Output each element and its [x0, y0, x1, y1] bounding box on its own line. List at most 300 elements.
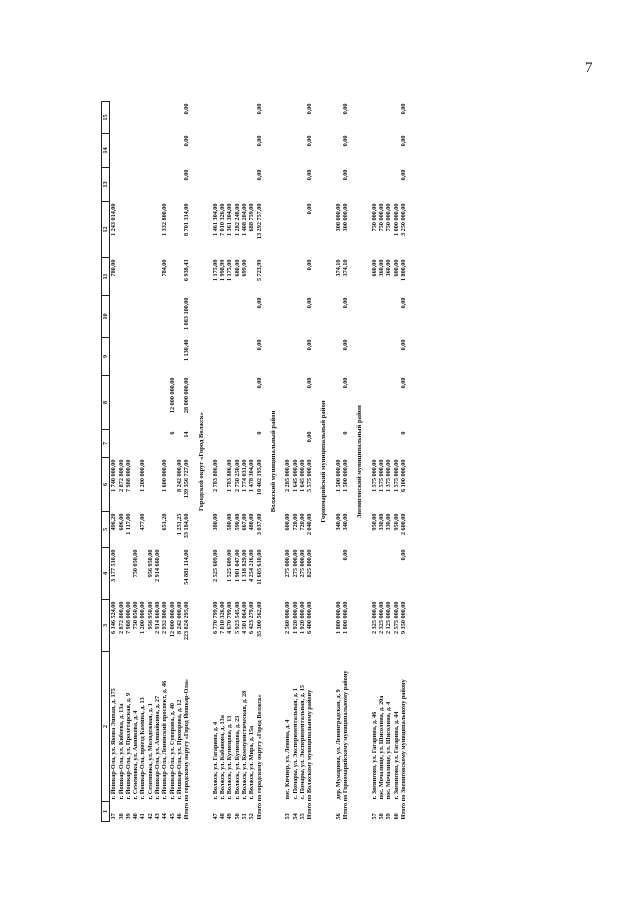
- row-value-c10: [234, 296, 241, 338]
- row-value-c4: [393, 548, 400, 600]
- header-cell: 1: [102, 802, 110, 822]
- row-value-c13: [176, 168, 183, 202]
- row-value-c4: [385, 548, 392, 600]
- header-cell: 13: [102, 168, 110, 202]
- header-cell: 12: [102, 202, 110, 258]
- row-value-c6: 1 783 886,00: [226, 459, 234, 492]
- total-row: [342, 102, 349, 822]
- register-table-sheet: [101, 102, 581, 822]
- header-cell: 2: [102, 652, 110, 802]
- row-value-c9: [176, 338, 183, 376]
- row-address: г. Йошкар-Ола, ул. Якова Эшпая, д. 175: [110, 688, 118, 800]
- row-value-c13: [125, 168, 132, 202]
- row-value-c8: [161, 376, 168, 430]
- row-value-c13: [371, 168, 378, 202]
- row-value-c8: [176, 376, 183, 430]
- row-value-c11: [118, 258, 125, 296]
- row-number: 46: [175, 813, 183, 820]
- row-value-c13: [393, 168, 400, 202]
- row-value-c3: 2 872 800,00: [117, 601, 125, 634]
- table-row: [234, 102, 241, 822]
- row-value-c5: 950,00: [370, 513, 378, 531]
- table-row: [147, 102, 154, 822]
- row-value-c9: [139, 338, 146, 376]
- row-number: 37: [110, 813, 118, 820]
- row-value-c13: [132, 168, 139, 202]
- header-cell: 4: [102, 548, 110, 600]
- table-row: [118, 102, 125, 822]
- row-number: 42: [146, 813, 154, 820]
- row-value-c13: [299, 168, 306, 202]
- header-cell: 3: [102, 600, 110, 652]
- total-row: [306, 102, 313, 822]
- table-row: [161, 102, 168, 822]
- row-address: г. Йошкар-Ола, ул. Суворова, д. 40: [168, 703, 176, 800]
- row-value-c7: [125, 430, 132, 458]
- total-value-c12: 13 292 757,00: [255, 203, 263, 240]
- table-row: [125, 102, 132, 822]
- table-row: [169, 102, 176, 822]
- row-value-c8: [292, 376, 299, 430]
- row-value-c15: [118, 102, 125, 134]
- row-value-c11: [132, 258, 139, 296]
- row-value-c12: 1 461 304,00: [211, 203, 219, 236]
- row-value-c8: [241, 376, 248, 430]
- section-title-row: [313, 102, 334, 822]
- row-value-c6: 1 375 000,00: [385, 459, 393, 492]
- row-value-c10: [132, 296, 139, 338]
- row-value-c7: [241, 430, 248, 458]
- row-value-c13: [241, 168, 248, 202]
- row-value-c11: 1 175,00: [226, 259, 234, 282]
- row-number: 47: [211, 813, 219, 820]
- row-value-c10: [125, 296, 132, 338]
- row-value-c7: [132, 430, 139, 458]
- row-value-c13: [169, 168, 176, 202]
- row-value-c6: 2 783 886,00: [211, 459, 219, 492]
- row-value-c3: 2 325 000,00: [377, 601, 385, 634]
- row-address: г. Звенигово, ул. Гагарина, д. 46: [370, 711, 378, 800]
- total-value-c10: 0,00: [342, 297, 350, 309]
- row-value-c3: 8 242 000,00: [175, 601, 183, 634]
- row-value-c12: 7 010 326,00: [219, 203, 227, 236]
- row-value-c6: 1 600 000,00: [161, 459, 169, 492]
- total-row: [400, 102, 407, 822]
- row-number: 45: [168, 813, 176, 820]
- row-value-c4: 275 000,00: [291, 549, 299, 578]
- row-address: г. Йошкар-Ола, ул. Апшайкина, д. 27: [154, 695, 162, 800]
- total-value-c8: 0,00: [255, 377, 263, 389]
- row-value-c9: [154, 338, 161, 376]
- row-value-c7: [110, 430, 118, 458]
- row-value-c3: 2 914 660,00: [154, 601, 162, 634]
- row-value-c7: [299, 430, 306, 458]
- row-value-c11: 360,00: [377, 259, 385, 277]
- row-value-c11: [248, 258, 255, 296]
- row-value-c11: [125, 258, 132, 296]
- row-value-c10: [299, 296, 306, 338]
- row-value-c13: [385, 168, 392, 202]
- row-value-c8: [234, 376, 241, 430]
- row-number: 56: [334, 813, 342, 820]
- row-value-c7: [219, 430, 226, 458]
- row-value-c3: 750 050,00: [132, 601, 140, 630]
- row-value-c12: [292, 202, 299, 258]
- total-value-c15: 0,00: [342, 103, 350, 115]
- row-number: 57: [370, 813, 378, 820]
- section-title-row: [263, 102, 284, 822]
- row-value-c7: 6: [168, 431, 176, 435]
- row-value-c3: 1 920 000,00: [298, 601, 306, 634]
- total-value-c8: 0,00: [342, 377, 350, 389]
- total-value-c7: 0: [342, 431, 350, 435]
- row-value-c13: [212, 168, 219, 202]
- row-address: г. Волжск, ул. Кабанова, д. 13а: [219, 715, 227, 800]
- header-cell: 11: [102, 258, 110, 296]
- total-value-c9: 0,00: [306, 339, 314, 351]
- total-value-c4: 54 881 114,00: [183, 549, 191, 585]
- row-value-c7: [226, 430, 233, 458]
- row-value-c7: [335, 430, 342, 458]
- row-value-c4: [125, 548, 132, 600]
- row-value-c5: 667,00: [241, 513, 249, 531]
- row-value-c4: [219, 548, 226, 600]
- row-value-c12: [169, 202, 176, 258]
- row-value-c4: 2 525 609,00: [211, 549, 219, 582]
- row-value-c7: [234, 430, 241, 458]
- row-value-c11: 680,00: [233, 259, 241, 277]
- row-value-c6: 7 988 000,00: [124, 459, 132, 492]
- row-value-c14: [226, 134, 233, 168]
- row-value-c13: [226, 168, 233, 202]
- row-value-c6: [169, 458, 176, 512]
- row-value-c9: [226, 338, 233, 376]
- row-value-c6: 1 774 031,00: [241, 459, 249, 492]
- row-address: г. Йошкар-Ола, Ленинский проспект, д. 46: [161, 680, 169, 800]
- row-value-c12: 1 408 204,00: [241, 203, 249, 236]
- total-value-c15: 0,00: [255, 103, 263, 115]
- total-value-c5: 340,00: [342, 513, 350, 531]
- row-address: г. Волжск, ул. Кузнецова, д. 13: [226, 715, 234, 800]
- row-value-c14: [212, 134, 219, 168]
- row-value-c4: 3 177 510,00: [110, 549, 118, 582]
- row-value-c11: 360,00: [385, 259, 393, 277]
- row-value-c10: [284, 296, 291, 338]
- row-number: 39: [124, 813, 132, 820]
- row-value-c8: [371, 376, 378, 430]
- row-value-c14: [176, 134, 183, 168]
- total-value-c11: 0,00: [306, 259, 314, 271]
- section-title: Волжский муниципальный район: [269, 410, 277, 513]
- row-address: г. Йошкар-Ола, ул. Пролетарская, д. 9: [124, 692, 132, 800]
- row-value-c12: 750 000,00: [385, 203, 393, 232]
- row-value-c13: [147, 168, 154, 202]
- row-value-c10: [139, 296, 146, 338]
- row-value-c13: [335, 168, 342, 202]
- row-value-c10: [212, 296, 219, 338]
- row-value-c5: 720,00: [291, 513, 299, 531]
- row-value-c15: [378, 102, 385, 134]
- row-value-c14: [292, 134, 299, 168]
- total-value-c4: 11 605 610,00: [255, 549, 263, 585]
- row-value-c6: 1 645 000,00: [291, 459, 299, 492]
- row-value-c5: 330,00: [377, 513, 385, 531]
- row-address: г. Йошкар-Ола, проезд Камина, д. 13: [139, 697, 147, 800]
- row-value-c11: [299, 258, 306, 296]
- row-value-c15: [385, 102, 392, 134]
- row-value-c11: 784,00: [161, 259, 169, 277]
- total-value-c11: 1 800,00: [399, 259, 407, 282]
- row-value-c5: 380,00: [211, 513, 219, 531]
- total-value-c3: 1 800 000,00: [342, 601, 350, 634]
- row-value-c12: [132, 202, 139, 258]
- total-value-c14: 0,00: [399, 135, 407, 147]
- total-value-c13: 0,00: [306, 169, 314, 181]
- row-value-c9: [284, 338, 291, 376]
- row-value-c7: [176, 430, 183, 458]
- row-value-c6: 1 575 000,00: [392, 459, 400, 492]
- row-value-c3: 1 920 000,00: [291, 601, 299, 634]
- row-number: 60: [392, 813, 400, 820]
- row-value-c12: [154, 202, 161, 258]
- total-label: Итого по Волжскому муниципальному району: [306, 689, 314, 820]
- row-value-c7: [292, 430, 299, 458]
- row-value-c10: [385, 296, 392, 338]
- row-value-c5: [154, 512, 161, 548]
- row-value-c7: [393, 430, 400, 458]
- row-value-c8: [125, 376, 132, 430]
- row-value-c9: [335, 338, 342, 376]
- section-title: Городской округ «Город Волжск»: [197, 412, 205, 511]
- row-value-c3: 7 010 326,00: [219, 601, 227, 634]
- row-value-c10: [292, 296, 299, 338]
- row-value-c14: [118, 134, 125, 168]
- row-value-c8: [248, 376, 255, 430]
- row-value-c9: [378, 338, 385, 376]
- table-row: [226, 102, 233, 822]
- row-value-c7: [154, 430, 161, 458]
- row-value-c4: 1 525 609,00: [226, 549, 234, 582]
- row-number: 54: [291, 813, 299, 820]
- row-value-c11: 1 175,00: [211, 259, 219, 282]
- section-title-row: [191, 102, 212, 822]
- row-value-c14: [219, 134, 226, 168]
- row-value-c6: 1 500 000,00: [334, 459, 342, 492]
- row-value-c12: 750 000,00: [370, 203, 378, 232]
- row-address: г. Семеновка, ул. Анникова, д. 4: [132, 710, 140, 800]
- total-value-c4: 825 000,00: [306, 549, 314, 578]
- row-value-c6: [132, 458, 139, 512]
- row-value-c4: 1 901 047,00: [233, 549, 241, 582]
- row-value-c5: 477,00: [139, 513, 147, 531]
- total-value-c5: 33 184,60: [183, 513, 191, 539]
- total-value-c14: 0,00: [342, 135, 350, 147]
- row-value-c3: 6 423 279,00: [248, 601, 256, 634]
- row-value-c9: [299, 338, 306, 376]
- header-cell: 8: [102, 376, 110, 430]
- total-value-c4: 0,00: [399, 549, 407, 561]
- row-value-c15: [147, 102, 154, 134]
- row-value-c10: [248, 296, 255, 338]
- row-value-c10: [161, 296, 168, 338]
- row-value-c14: [241, 134, 248, 168]
- total-value-c4: 0,00: [342, 549, 350, 561]
- total-value-c6: 1 500 000,00: [342, 459, 350, 492]
- total-value-c12: 300 000,00: [342, 203, 350, 232]
- row-value-c13: [110, 168, 118, 202]
- total-value-c10: 0,00: [255, 297, 263, 309]
- row-address: г. Волжск, ул. Гагарина, д. 4: [211, 721, 219, 800]
- row-value-c4: [371, 548, 378, 600]
- row-value-c9: [125, 338, 132, 376]
- row-value-c12: [299, 202, 306, 258]
- row-value-c14: [125, 134, 132, 168]
- row-value-c10: [226, 296, 233, 338]
- row-value-c6: 8 242 000,00: [175, 459, 183, 492]
- row-value-c7: [118, 430, 125, 458]
- row-value-c5: 720,00: [298, 513, 306, 531]
- table-row: [284, 102, 291, 822]
- row-value-c15: [335, 102, 342, 134]
- row-value-c12: [125, 202, 132, 258]
- row-value-c15: [284, 102, 291, 134]
- row-value-c15: [212, 102, 219, 134]
- row-value-c9: [147, 338, 154, 376]
- total-value-c6: 6 100 000,00: [399, 459, 407, 492]
- row-value-c10: [219, 296, 226, 338]
- row-value-c12: [118, 202, 125, 258]
- row-number: 48: [219, 813, 227, 820]
- row-value-c13: [161, 168, 168, 202]
- total-value-c9: 1 130,40: [183, 339, 191, 362]
- table-row: [212, 102, 219, 822]
- total-label: Итого по городскому округу «Город Йошкар-Ола»: [183, 678, 191, 820]
- total-value-c11: 6 938,43: [183, 259, 191, 282]
- row-value-c14: [161, 134, 168, 168]
- row-value-c9: [118, 338, 125, 376]
- row-number: 52: [248, 813, 256, 820]
- total-value-c13: 0,00: [255, 169, 263, 181]
- row-value-c5: 580,00: [226, 513, 234, 531]
- row-value-c6: 2 750 250,00: [233, 459, 241, 492]
- row-value-c14: [139, 134, 146, 168]
- row-value-c8: [393, 376, 400, 430]
- header-cell: 6: [102, 458, 110, 512]
- row-value-c9: [234, 338, 241, 376]
- row-value-c8: [147, 376, 154, 430]
- total-value-c11: 374,10: [342, 259, 350, 277]
- total-value-c14: 0,00: [183, 135, 191, 147]
- row-value-c13: [219, 168, 226, 202]
- row-value-c11: [284, 258, 291, 296]
- row-address: г. Йошкар-Ола, ул. Прохорова, д. 12: [175, 699, 183, 800]
- table-row: [292, 102, 299, 822]
- header-cell: 10: [102, 296, 110, 338]
- table-row: [154, 102, 161, 822]
- row-value-c3: 1 200 000,00: [139, 601, 147, 634]
- row-value-c8: [132, 376, 139, 430]
- row-value-c14: [110, 134, 118, 168]
- table-row: [219, 102, 226, 822]
- row-value-c10: [335, 296, 342, 338]
- row-number: 49: [226, 813, 234, 820]
- row-value-c12: [139, 202, 146, 258]
- row-value-c6: [154, 458, 161, 512]
- row-value-c10: [371, 296, 378, 338]
- table-row: [371, 102, 378, 822]
- row-value-c9: [241, 338, 248, 376]
- total-value-c6: 10 402 195,00: [255, 459, 263, 496]
- total-value-c8: 0,00: [306, 377, 314, 389]
- table-header: [102, 102, 110, 822]
- row-value-c10: [169, 296, 176, 338]
- row-value-c15: [161, 102, 168, 134]
- row-number: 59: [385, 813, 393, 820]
- row-value-c4: 275 000,00: [298, 549, 306, 578]
- row-value-c5: 496,20: [110, 513, 118, 531]
- row-value-c11: 780,00: [110, 259, 118, 277]
- row-value-c7: [248, 430, 255, 458]
- row-value-c3: 5 923 545,00: [233, 601, 241, 634]
- total-value-c5: 2 040,00: [306, 513, 314, 536]
- row-value-c3: 1 800 000,00: [334, 601, 342, 634]
- total-value-c7: 14: [183, 431, 191, 438]
- total-value-c13: 0,00: [342, 169, 350, 181]
- row-value-c13: [248, 168, 255, 202]
- total-value-c10: 0,00: [399, 297, 407, 309]
- row-address: г. Семеновка, ул. Молодежная, д. 1: [146, 703, 154, 800]
- row-value-c13: [378, 168, 385, 202]
- total-value-c12: 3 250 000,00: [399, 203, 407, 236]
- row-value-c6: 1 740 000,00: [110, 459, 118, 492]
- table-row: [132, 102, 139, 822]
- row-value-c5: [132, 512, 139, 548]
- row-number: 44: [161, 813, 169, 820]
- row-value-c7: [161, 430, 168, 458]
- row-value-c14: [234, 134, 241, 168]
- row-value-c14: [393, 134, 400, 168]
- row-value-c4: [161, 548, 168, 600]
- table-row: [393, 102, 400, 822]
- total-value-c9: 0,00: [255, 339, 263, 351]
- row-value-c5: [219, 512, 226, 548]
- row-value-c10: [147, 296, 154, 338]
- row-value-c6: 2 285 000,00: [284, 459, 292, 492]
- row-value-c6: [147, 458, 154, 512]
- row-value-c7: [385, 430, 392, 458]
- row-value-c11: [292, 258, 299, 296]
- row-value-c10: [176, 296, 183, 338]
- row-value-c15: [241, 102, 248, 134]
- row-value-c14: [378, 134, 385, 168]
- row-value-c14: [335, 134, 342, 168]
- total-value-c10: 1 083 100,00: [183, 297, 191, 330]
- row-value-c9: [132, 338, 139, 376]
- row-value-c11: [154, 258, 161, 296]
- row-value-c14: [299, 134, 306, 168]
- row-value-c3: 2 325 000,00: [370, 601, 378, 634]
- row-value-c3: 6 770 799,00: [211, 601, 219, 634]
- row-address: с. Помары, ул. Экспериментальная, д. 1: [291, 688, 299, 800]
- row-value-c6: 1 575 000,00: [377, 459, 385, 492]
- row-value-c8: [299, 376, 306, 430]
- row-number: 53: [284, 813, 292, 820]
- row-value-c3: 4 670 799,00: [226, 601, 234, 634]
- row-value-c9: [219, 338, 226, 376]
- row-address: пос. Кичиер, ул. Ленина, д. 4: [284, 719, 292, 800]
- row-value-c11: 374,10: [334, 259, 342, 277]
- table-row: [139, 102, 146, 822]
